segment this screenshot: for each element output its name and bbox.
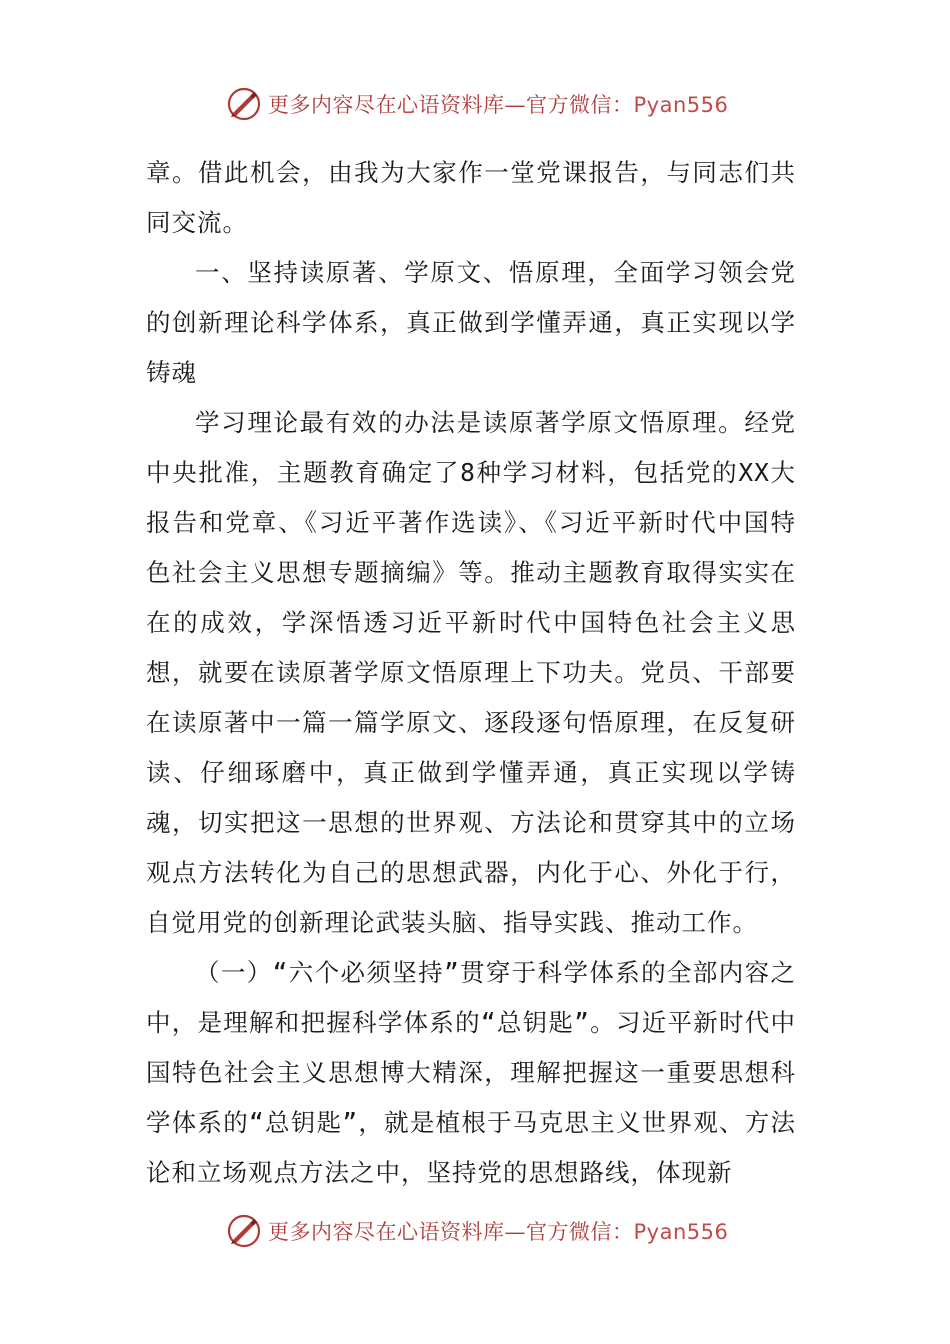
pen-logo-icon bbox=[226, 86, 262, 122]
watermark-header bbox=[226, 84, 728, 124]
watermark-text: 更多内容尽在心语资料库—官方微信：Pyan556 bbox=[268, 93, 729, 117]
watermark-footer bbox=[226, 1211, 728, 1251]
watermark-wechat-id: Pyan556 bbox=[633, 93, 729, 117]
pen-logo-icon bbox=[226, 1213, 262, 1249]
paragraph-body: 学习理论最有效的办法是读原著学原文悟原理。经党中央批准，主题教育确定了8种学习材料，包括党的XX大报告和党章、《习近平著作选读》、《习近平新时代中国特色社会主义思想专题摘编》等。推动主题教育取得实实在在的成效，学深悟透习近平新时代中国特色社会主义思想，就要在读原著学原文悟原理上下功夫。党员、干部要在读原著中一篇一篇学原文、逐段逐句悟原理，在反复研读、仔细琢磨中，真正做到学懂弄通，真正实现以学铸魂，切实把这一思想的世界观、方法论和贯穿其中的立场观点方法转化为自己的思想武器，内化于心、外化于行，自觉用党的创新理论武装头脑、指导实践、推动工作。 bbox=[146, 408, 796, 937]
watermark-text: 更多内容尽在心语资料库—官方微信：Pyan556 bbox=[268, 1220, 729, 1244]
paragraph-continuation: 章。借此机会，由我为大家作一堂党课报告，与同志们共同交流。 bbox=[146, 158, 796, 237]
watermark-wechat-id: Pyan556 bbox=[633, 1220, 729, 1244]
document-body bbox=[146, 148, 796, 1198]
subsection-paragraph: （一）“六个必须坚持”贯穿于科学体系的全部内容之中，是理解和把握科学体系的“总钥匙”。习近平新时代中国特色社会主义思想博大精深，理解把握这一重要思想科学体系的“总钥匙”，就是植根于马克思主义世界观、方法论和立场观点方法之中，坚持党的思想路线，体现新 bbox=[146, 958, 796, 1187]
section-heading: 一、坚持读原著、学原文、悟原理，全面学习领会党的创新理论科学体系，真正做到学懂弄通，真正实现以学铸魂 bbox=[146, 258, 796, 387]
